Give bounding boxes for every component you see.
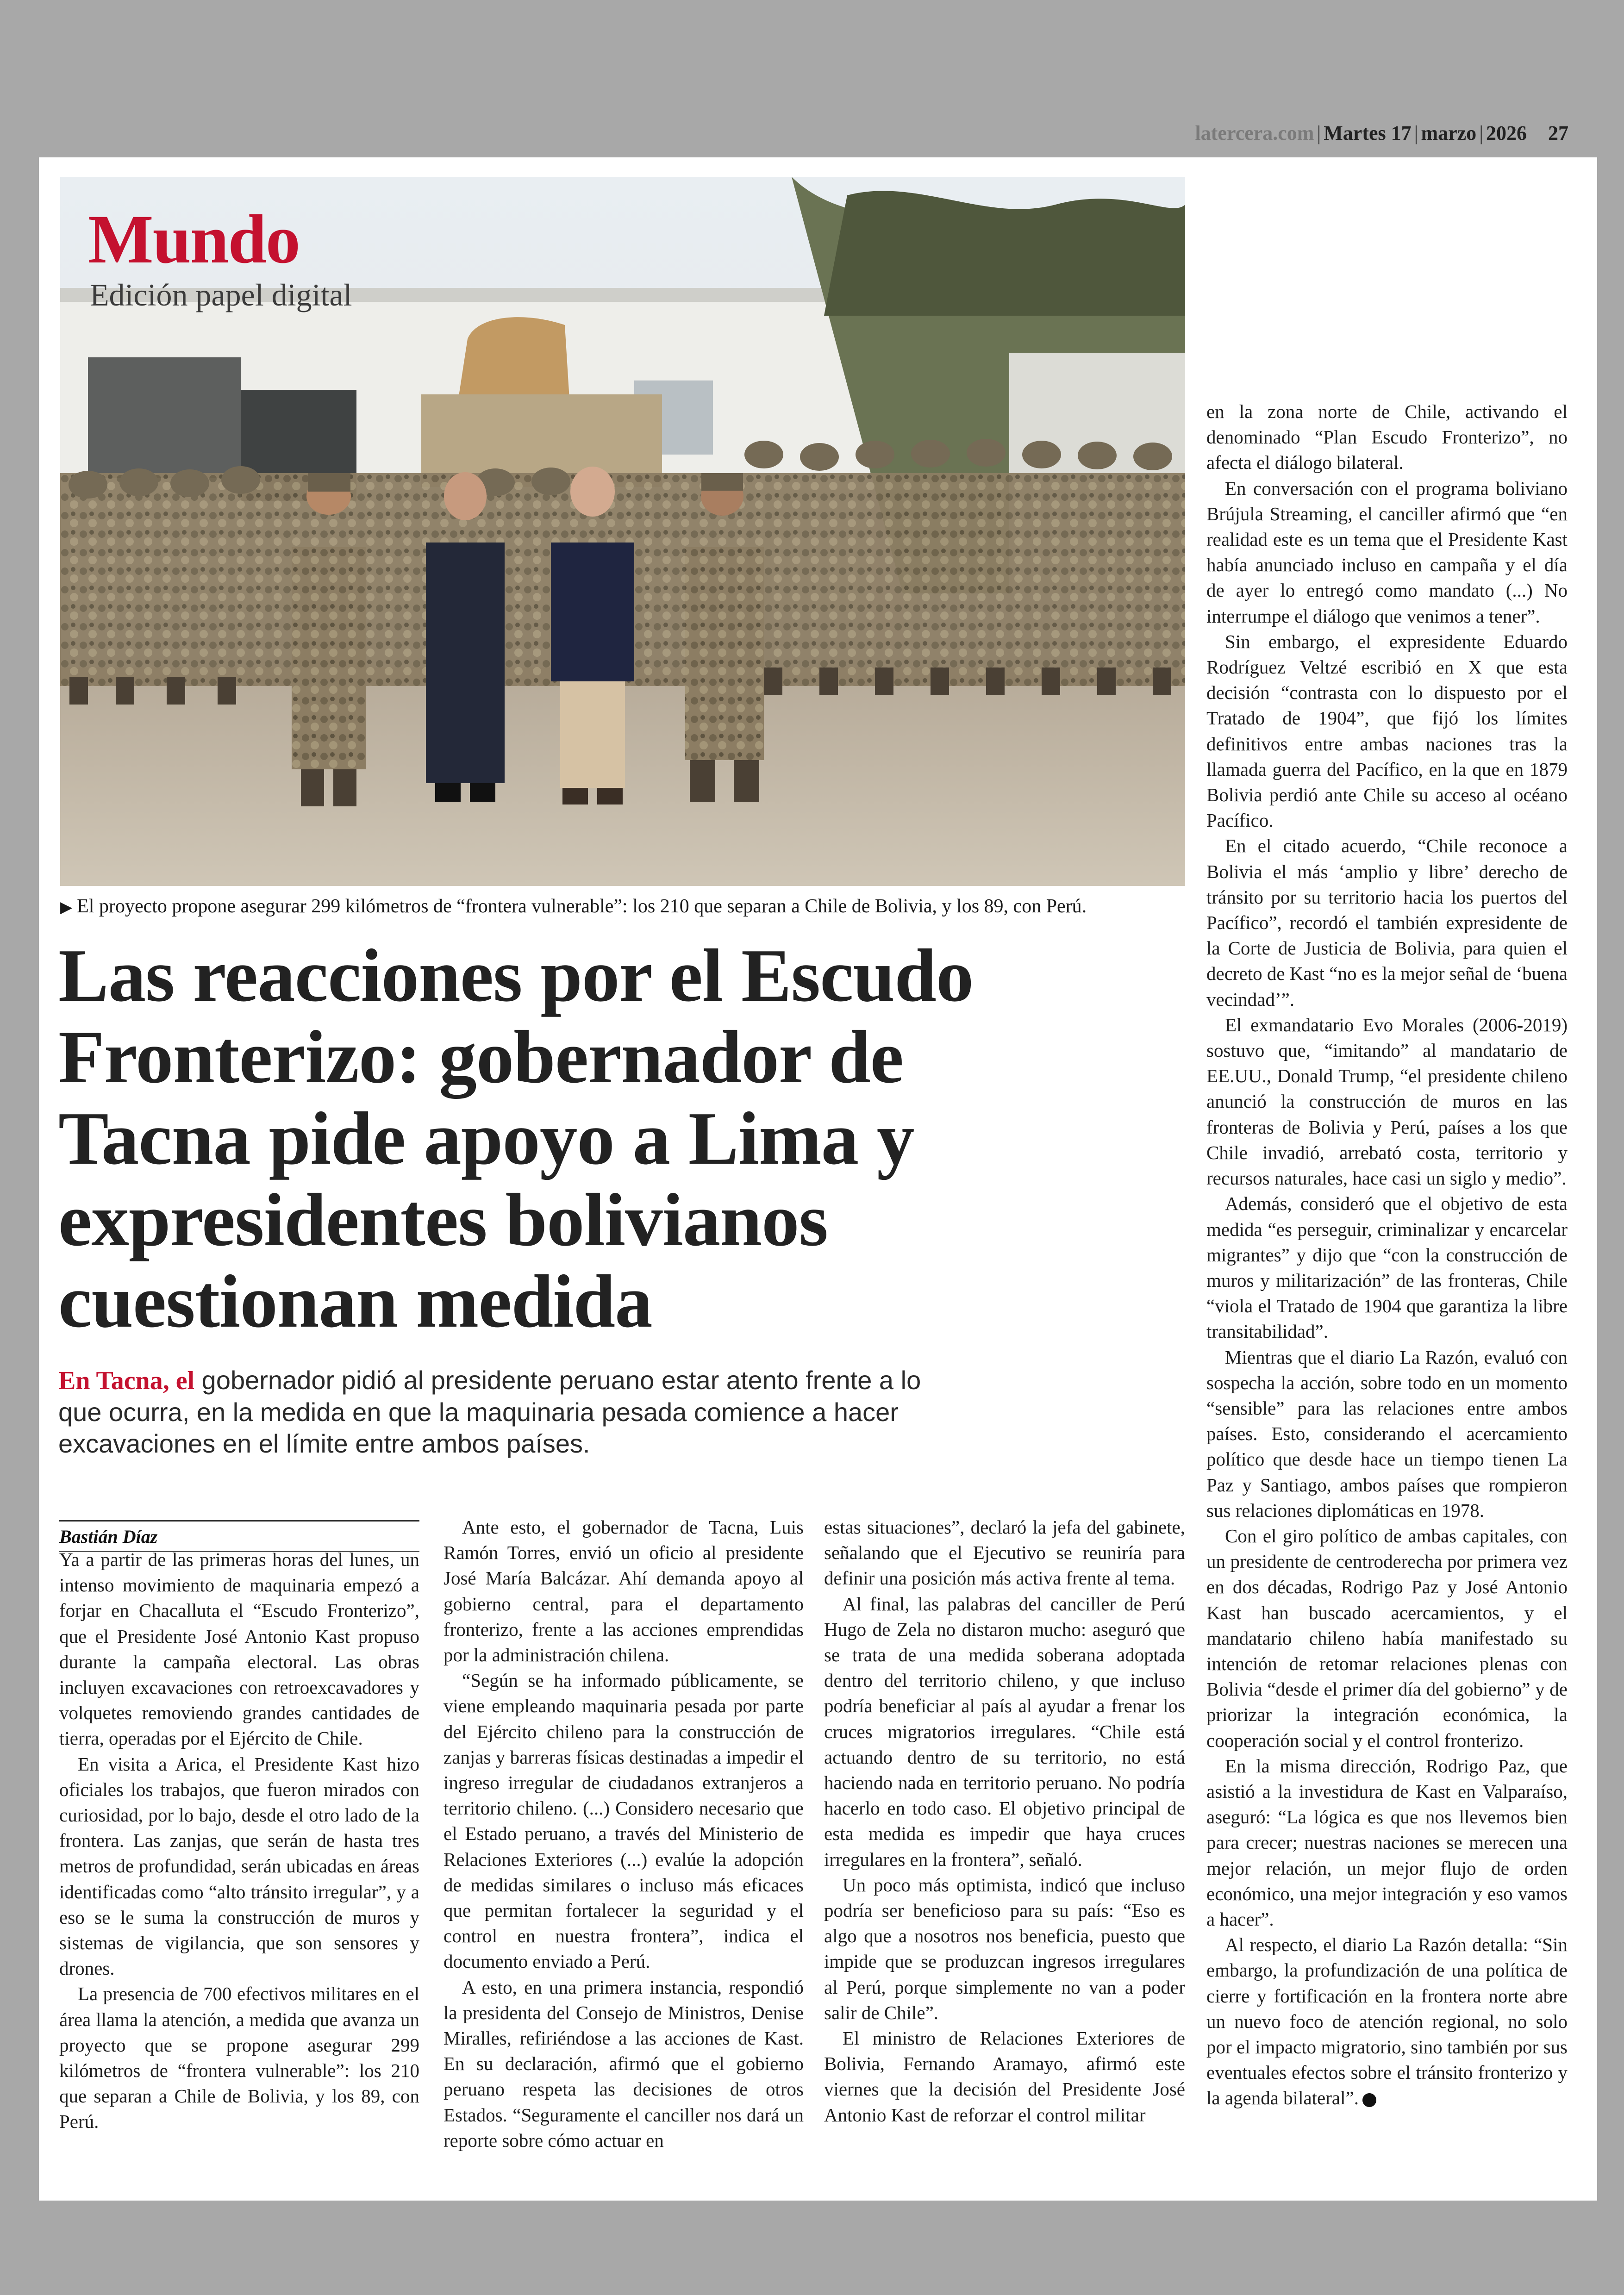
paragraph: Ya a partir de las primeras horas del lunes, un intenso movimiento de maquinaria empezó a forjar en Chacalluta el “Escudo Fronterizo”, que el Presidente José Antonio Kast propuso durante la campaña electoral. Las obras incluyen excavaciones con retroexcavadores y volquetes removiendo grandes cantidades de tierra, operadas por el Ejército de Chile.: [59, 1549, 419, 1749]
headline-line: Tacna pide apoyo a Lima y: [58, 1097, 914, 1180]
section-brand: [88, 201, 352, 313]
paragraph: “Según se ha informado públicamente, se viene empleando maquinaria pesada por parte del Ejército chileno para la construcción de zanjas y barreras físicas destinadas a impedir el ingreso irregular de ciudadanos extranjeros a territorio chileno. (...) Considero necesario que el Estado peruano, a través del Ministerio de Relaciones Exteriores (...) evalúe la adopción de medidas similares o incluso más eficaces que permitan fortalecer la seguridad y el control en nuestra frontera”, indica el documento enviado a Perú.: [443, 1670, 804, 1972]
header-year: 2026: [1486, 122, 1527, 144]
site-name[interactable]: latercera.com: [1195, 122, 1314, 144]
page-number: 27: [1548, 122, 1568, 144]
paragraph: En visita a Arica, el Presidente Kast hizo oficiales los trabajos, que fueron mirados con curiosidad, por lo bajo, desde el otro lado de la frontera. Las zanjas, que serán de hasta tres metros de profundidad, serán ubicadas en áreas identificadas como “alto tránsito irregular”, y a eso se le suma la construcción de muros y sistemas de vigilancia, que son sensores y drones.: [59, 1753, 419, 1979]
paragraph: en la zona norte de Chile, activando el denominado “Plan Escudo Fronterizo”, no afecta el diálogo bilateral.: [1206, 401, 1568, 474]
paragraph: Sin embargo, el expresidente Eduardo Rodríguez Veltzé escribió en X que esta decisión “contrasta con lo dispuesto por el Tratado de 1904”, que fijó los límites definitivos entre ambas naciones tras la llamada guerra del Pacífico, en la que en 1879 Bolivia perdió ante Chile su acceso al océano Pacífico.: [1206, 630, 1568, 831]
article-column-4: [1206, 399, 1568, 2111]
paragraph: Además, consideró que el objetivo de esta medida “es perseguir, criminalizar y encarcelar migrantes” y dijo que “con la construcción de muros y militarización” de las fronteras, Chile “viola el Tratado de 1904 que garantiza la libre transitabilidad”.: [1206, 1193, 1568, 1342]
paragraph: Con el giro político de ambas capitales, con un presidente de centroderecha por primera vez en dos décadas, Rodrigo Paz y José Antonio Kast han buscado acercamientos, y el mandatario chileno había manifestado su intención de retomar relaciones plenas con Bolivia “desde el primer día del gobierno” y de priorizar la integración económica, la cooperación social y el control fronterizo.: [1206, 1525, 1568, 1751]
headline-line: Las reacciones por el Escudo: [58, 934, 974, 1017]
paragraph: Un poco más optimista, indicó que incluso podría ser beneficioso para su país: “Eso es algo que a nosotros nos beneficia, puesto que impide que se produzcan ingresos irregulares al Perú, porque simplemente no van a poder salir de Chile”.: [824, 1874, 1185, 2023]
header-month: marzo: [1421, 122, 1477, 144]
paragraph: El exmandatario Evo Morales (2006-2019) sostuvo que, “imitando” al mandatario de EE.UU., Donald Trump, “el presidente chileno anunció la construcción de muros en las fronteras de Bolivia y Perú, países a los que Chile invadió, arrebató costa, territorio y recursos naturales, hace casi un siglo y medio”.: [1206, 1014, 1568, 1189]
article-column-1: [59, 1547, 419, 2135]
paragraph: estas situaciones”, declaró la jefa del gabinete, señalando que el Ejecutivo se reuniría para definir una posición más activa frente al tema.: [824, 1516, 1185, 1589]
paragraph: A esto, en una primera instancia, respondió la presidenta del Consejo de Ministros, Denise Miralles, refiriéndose a las acciones de Kast. En su declaración, afirmó que el gobierno peruano respeta las decisiones de otros Estados. “Seguramente el canciller nos dará un reporte sobre cómo actuar en: [443, 1976, 804, 2151]
article-photo: [60, 177, 1185, 886]
paragraph: En el citado acuerdo, “Chile reconoce a Bolivia el más ‘amplio y libre’ derecho de tránsito por su territorio hacia los puertos del Pacífico”, recordó el también expresidente de la Corte de Justicia de Bolivia, para quien el decreto de Kast “no es la mejor señal de ‘buena vecindad’”.: [1206, 835, 1568, 1010]
lead-text: gobernador pidió al presidente peruano estar atento frente a lo: [201, 1366, 921, 1395]
caption-text: El proyecto propone asegurar 299 kilómetros de “frontera vulnerable”: los 210 que separan a Chile de Bolivia, y los 89, con Perú.: [77, 896, 1087, 917]
header-day: Martes 17: [1324, 122, 1412, 144]
headline-line: cuestionan medida: [58, 1260, 652, 1343]
paragraph: En conversación con el programa boliviano Brújula Streaming, el canciller afirmó que “en realidad este es un tema que el Presidente Kast había anunciado incluso en campaña y el día de ayer lo entregó como mandato (...) No interrumpe el diálogo que venimos a tener”.: [1206, 477, 1568, 627]
caption-triangle-icon: ▶: [60, 899, 73, 916]
paragraph: Ante esto, el gobernador de Tacna, Luis Ramón Torres, envió un oficio al presidente José María Balcázar. Ahí demanda apoyo al gobierno central, para el departamento fronterizo, frente a las acciones emprendidas por la administración chilena.: [443, 1516, 804, 1666]
paragraph: Mientras que el diario La Razón, evaluó con sospecha la acción, sobre todo en un momento “sensible” para las relaciones entre ambos países. Esto, considerando el acercamiento político que desde hace un tiempo tienen La Paz y Santiago, ambos países que rompieron sus relaciones diplomáticas en 1978.: [1206, 1346, 1568, 1521]
photo-caption: [60, 893, 1185, 921]
paragraph: Al final, las palabras del canciller de Perú Hugo de Zela no distaron mucho: aseguró que se trata de una medida soberana adoptada dentro del territorio chileno, y que incluso podría beneficiar al país al ayudar a frenar los cruces migratorios irregulares. “Chile está actuando dentro de su territorio, no está haciendo nada en territorio peruano. No podría hacerlo en todo caso. El objetivo principal de esta medida es impedir que haya cruces irregulares en la frontera”, señaló.: [824, 1593, 1185, 1870]
lead-kicker: En Tacna, el: [58, 1366, 195, 1395]
article-headline: [58, 935, 1188, 1342]
headline-line: expresidentes bolivianos: [58, 1179, 828, 1262]
paragraph: En la misma dirección, Rodrigo Paz, que asistió a la investidura de Kast en Valparaíso, aseguró: “La lógica es que nos llevemos bien para crecer; nuestras naciones se merecen una mejor relación, un mejor flujo de orden económico, una mejor integración y eso vamos a hacer”.: [1206, 1755, 1568, 1930]
lead-text: que ocurra, en la medida en que la maquinaria pesada comience a hacer: [58, 1397, 899, 1427]
edition-label: Edición papel digital: [90, 277, 352, 312]
end-of-article-icon: [1362, 2093, 1376, 2107]
article-column-3: [824, 1515, 1185, 2128]
headline-line: Fronterizo: gobernador de: [58, 1016, 904, 1099]
page-header: latercera.com | Martes 17 | marzo | 2026 27: [1195, 122, 1568, 144]
section-title: Mundo: [88, 201, 300, 278]
article-lead: [58, 1365, 1188, 1459]
lead-text: excavaciones en el límite entre ambos países.: [58, 1429, 590, 1458]
paragraph: La presencia de 700 efectivos militares en el área llama la atención, a medida que avanza un proyecto que se propone asegurar 299 kilómetros de “frontera vulnerable”: los 210 que separan a Chile de Bolivia, y los 89, con Perú.: [59, 1983, 419, 2133]
newspaper-page: [39, 157, 1597, 2201]
article-column-2: [443, 1515, 804, 2153]
paragraph: El ministro de Relaciones Exteriores de Bolivia, Fernando Aramayo, afirmó este viernes que la decisión del Presidente José Antonio Kast de reforzar el control militar: [824, 2027, 1185, 2126]
paragraph: Al respecto, el diario La Razón detalla: “Sin embargo, la profundización de una política de cierre y fortificación en la frontera norte abre un nuevo foco de atención regional, no solo por el impacto migratorio, sino también por sus eventuales efectos sobre el tránsito fronterizo y la agenda bilateral”.: [1206, 1934, 1568, 2109]
article-byline: Bastián Díaz: [59, 1520, 419, 1552]
